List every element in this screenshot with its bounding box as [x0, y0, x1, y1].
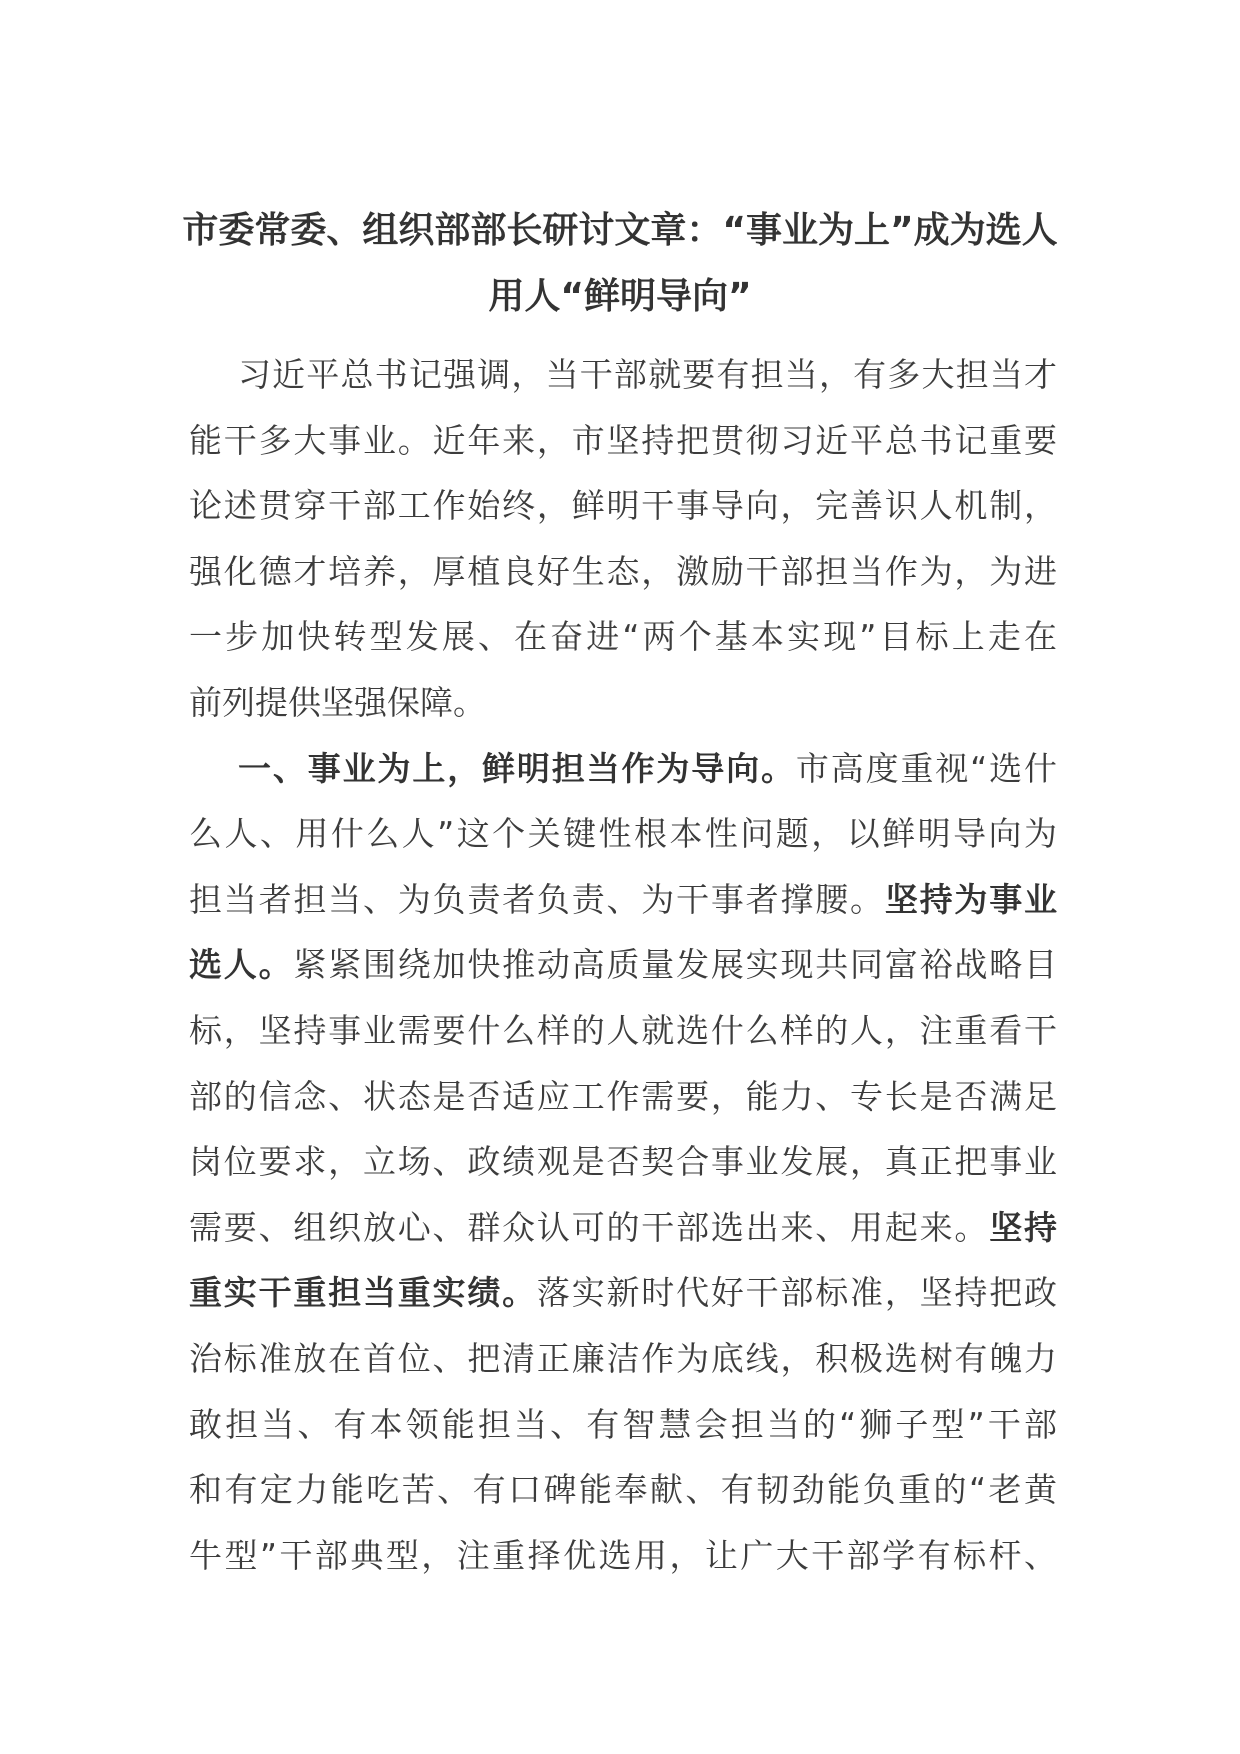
text-segment: 岗位要求，立场、政绩观是否契合事业发展，真正把事业 — [189, 1142, 1057, 1182]
bold-text-segment: 选人。 — [189, 945, 294, 985]
body-line — [189, 1468, 1057, 1512]
body-line — [189, 1403, 1057, 1447]
text-segment: 论述贯穿干部工作始终，鲜明干事导向，完善识人机制， — [189, 486, 1057, 526]
body-line — [189, 943, 1057, 987]
body-line — [189, 878, 1057, 922]
text-segment: 落实新时代好干部标准，坚持把政 — [536, 1273, 1058, 1313]
text-segment: 治标准放在首位、把清正廉洁作为底线，积极选树有魄力 — [189, 1339, 1057, 1378]
document-title-line-1: 市委常委、组织部部长研讨文章：“事业为上”成为选人 — [182, 210, 1058, 251]
body-line — [189, 1009, 1057, 1053]
text-segment: 习近平总书记强调，当干部就要有担当，有多大担当才 — [238, 355, 1057, 394]
body-line — [189, 812, 1057, 856]
body-line — [238, 747, 1057, 791]
bold-text-segment: 坚持 — [989, 1207, 1058, 1247]
text-segment: 紧紧围绕加快推动高质量发展实现共同富裕战略目 — [293, 945, 1057, 985]
text-segment: 需要、组织放心、群众认可的干部选出来、用起来。 — [189, 1207, 990, 1247]
text-segment: 标，坚持事业需要什么样的人就选什么样的人，注重看干 — [189, 1011, 1057, 1050]
text-segment: 和有定力能吃苦、有口碑能奉献、有韧劲能负重的“老黄 — [189, 1470, 1057, 1510]
text-segment: 担当者担当、为负责者负责、为干事者撑腰。 — [189, 879, 885, 919]
text-segment: 前列提供坚强保障。 — [189, 683, 486, 722]
bold-text-segment: 一、事业为上，鲜明担当作为导向。 — [238, 748, 796, 788]
text-segment: 强化德才培养，厚植良好生态，激励干部担当作为，为进 — [189, 551, 1057, 591]
body-line — [189, 550, 1057, 594]
text-segment: 牛型”干部典型，注重择优选用，让广大干部学有标杆、 — [189, 1535, 1057, 1575]
document-title-line-2: 用人“鲜明导向” — [488, 276, 752, 317]
bold-text-segment: 重实干重担当重实绩。 — [189, 1273, 537, 1313]
text-segment: 敢担当、有本领能担当、有智慧会担当的“狮子型”干部 — [189, 1404, 1057, 1444]
text-segment: 一步加快转型发展、在奋进“两个基本实现”目标上走在 — [189, 617, 1057, 657]
text-segment: 能干多大事业。近年来，市坚持把贯彻习近平总书记重要 — [189, 420, 1057, 460]
text-segment: 市高度重视“选什 — [795, 748, 1057, 788]
body-line — [189, 1075, 1057, 1119]
body-line — [238, 353, 1057, 397]
body-line — [189, 484, 1057, 528]
body-line — [189, 1140, 1057, 1184]
body-line — [189, 1534, 1057, 1578]
body-line — [189, 615, 1057, 659]
body-line — [189, 681, 1057, 725]
body-line — [189, 419, 1057, 463]
text-segment: 么人、用什么人”这个关键性根本性问题，以鲜明导向为 — [189, 814, 1057, 854]
text-segment: 部的信念、状态是否适应工作需要，能力、专长是否满足 — [189, 1076, 1057, 1116]
body-line — [189, 1206, 1057, 1250]
bold-text-segment: 坚持为事业 — [884, 879, 1058, 919]
body-line — [189, 1271, 1057, 1315]
body-line — [189, 1337, 1057, 1381]
